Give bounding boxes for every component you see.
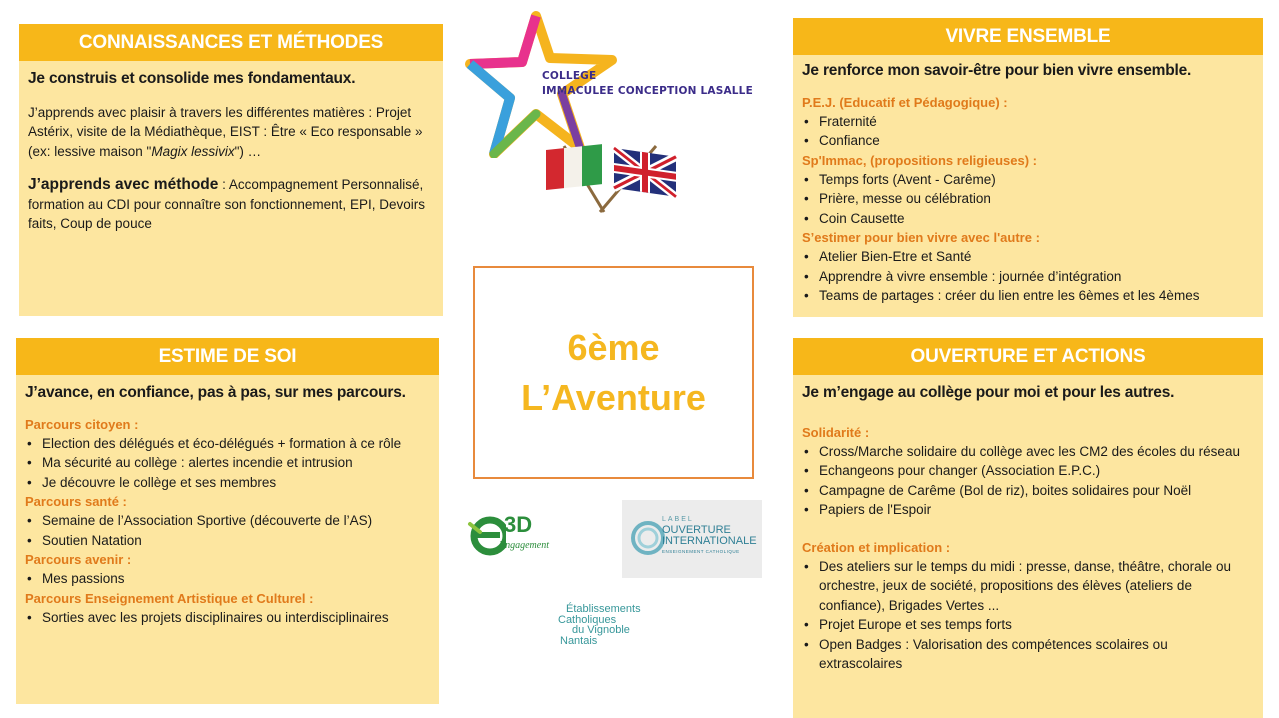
together-list [802, 112, 1254, 151]
list-item: • Echangeons pour changer (Association E.P.C.) [802, 461, 1254, 481]
openness-body [793, 375, 1263, 718]
esteem-panel [16, 338, 439, 704]
esteem-list [25, 434, 430, 493]
e3d-swoosh-icon [466, 510, 506, 560]
label-line1: OUVERTURE [662, 524, 731, 536]
together-list [802, 247, 1254, 306]
e3d-subtitle: Engagement [499, 540, 549, 551]
list-item: • Election des délégués et éco-délégués + formation à ce rôle [25, 434, 430, 454]
center-title-line1: 6ème [567, 326, 660, 368]
label-top: LABEL [662, 516, 694, 523]
together-title: VIVRE ENSEMBLE [793, 18, 1263, 55]
openness-group-label: Création et implication : [802, 539, 951, 555]
knowledge-title: CONNAISSANCES ET MÉTHODES [19, 24, 443, 61]
openness-list [802, 442, 1254, 520]
network-line: Établissements [566, 603, 641, 615]
list-item: • Des ateliers sur le temps du midi : presse, danse, théâtre, chorale ou orchestre, jeux de société, propositions des élèves (ateliers de confiance), Brigades Vertes ... [802, 557, 1254, 616]
knowledge-lead: Je construis et consolide mes fondamentaux. [28, 70, 356, 87]
list-item: • Sorties avec les projets disciplinaires ou interdisciplinaires [25, 608, 430, 628]
esteem-group-label: Parcours avenir : [25, 552, 132, 567]
list-item: • Open Badges : Valorisation des compétences scolaires ou extrascolaires [802, 635, 1254, 674]
list-item: • Campagne de Carême (Bol de riz), boites solidaires pour Noël [802, 481, 1254, 501]
college-logo [462, 8, 756, 158]
together-panel [793, 18, 1263, 317]
knowledge-paragraph [28, 103, 434, 162]
e3d-mark: 3D [504, 512, 533, 537]
esteem-list [25, 511, 430, 550]
esteem-group-label: Parcours Enseignement Artistique et Culturel : [25, 590, 314, 606]
list-item: • Confiance [802, 131, 1254, 151]
list-item: • Prière, messe ou célébration [802, 189, 1254, 209]
knowledge-paragraph-italic: Magix lessivix [151, 143, 235, 159]
e3d-engagement-logo [466, 510, 594, 560]
list-item: • Teams de partages : créer du lien entre les 6èmes et les 4èmes [802, 286, 1254, 306]
knowledge-paragraph-start: J’apprends avec plaisir à travers les différentes matières : Projet Astérix, visite de la Médiathèque, EIST : Être « Eco responsable » (ex: lessive maison " [28, 104, 423, 159]
esteem-group-label: Parcours citoyen : [25, 416, 139, 432]
esteem-list [25, 608, 430, 628]
label-bottom: ENSEIGNEMENT CATHOLIQUE [662, 549, 740, 554]
logo-line2: IMMACULEE CONCEPTION LASALLE [542, 85, 753, 97]
openness-title: OUVERTURE ET ACTIONS [793, 338, 1263, 375]
esteem-lead: J’avance, en confiance, pas à pas, sur mes parcours. [25, 384, 406, 401]
method-text: : Accompagnement Personnalisé, formation au CDI pour connaître son fonctionnement, [28, 177, 424, 212]
star-logo-icon [462, 8, 756, 158]
list-item: • Papiers de l'Espoir [802, 500, 1254, 520]
label-ouverture-internationale [622, 500, 762, 578]
network-line: du Vignoble [572, 624, 630, 636]
knowledge-paragraph-end: ") … [234, 143, 262, 159]
together-list [802, 170, 1254, 229]
list-item: • Mes passions [25, 569, 430, 589]
list-item: • Temps forts (Avent - Carême) [802, 170, 1254, 190]
logo-line1: COLLEGE [542, 70, 597, 82]
list-item: • Cross/Marche solidaire du collège avec les CM2 des écoles du réseau [802, 442, 1254, 462]
method-tail: EPI, Devoirs faits, Coup de pouce [28, 196, 425, 231]
esteem-body [16, 375, 439, 704]
label-line2: INTERNATIONALE [662, 535, 757, 547]
method-lead: J’apprends avec méthode [28, 176, 219, 193]
openness-group-label: Solidarité : [802, 424, 870, 440]
openness-panel [793, 338, 1263, 718]
together-lead: Je renforce mon savoir-être pour bien vivre ensemble. [802, 62, 1192, 79]
method-paragraph [28, 175, 434, 234]
list-item: • Ma sécurité au collège : alertes incendie et intrusion [25, 453, 430, 473]
list-item: • Apprendre à vivre ensemble : journée d’intégration [802, 267, 1254, 287]
together-group-label: P.E.J. (Educatif et Pédagogique) : [802, 94, 1008, 110]
center-title-line2: L’Aventure [521, 376, 706, 418]
esteem-group-label: Parcours santé : [25, 494, 127, 509]
openness-lead: Je m’engage au collège pour moi et pour les autres. [802, 384, 1175, 401]
openness-list [802, 557, 1254, 674]
knowledge-panel [19, 24, 443, 316]
together-body [793, 55, 1263, 317]
flags-italy-uk-icon [544, 140, 678, 216]
network-line: Catholiques [558, 613, 617, 626]
list-item: • Coin Causette [802, 209, 1254, 229]
list-item: • Fraternité [802, 112, 1254, 132]
list-item: • Atelier Bien-Etre et Santé [802, 247, 1254, 267]
list-item: • Semaine de l’Association Sportive (découverte de l’AS) [25, 511, 430, 531]
list-item: • Je découvre le collège et ses membres [25, 473, 430, 493]
together-group-label: S’estimer pour bien vivre avec l'autre : [802, 230, 1040, 245]
esteem-title: ESTIME DE SOI [16, 338, 439, 375]
knowledge-body [19, 61, 443, 316]
esteem-list [25, 569, 430, 589]
network-line: Nantais [560, 634, 598, 647]
list-item: • Soutien Natation [25, 531, 430, 551]
center-title-box [473, 266, 754, 479]
network-logo [556, 604, 676, 654]
together-group-label: Sp'Immac, (propositions religieuses) : [802, 152, 1037, 168]
list-item: • Projet Europe et ses temps forts [802, 615, 1254, 635]
